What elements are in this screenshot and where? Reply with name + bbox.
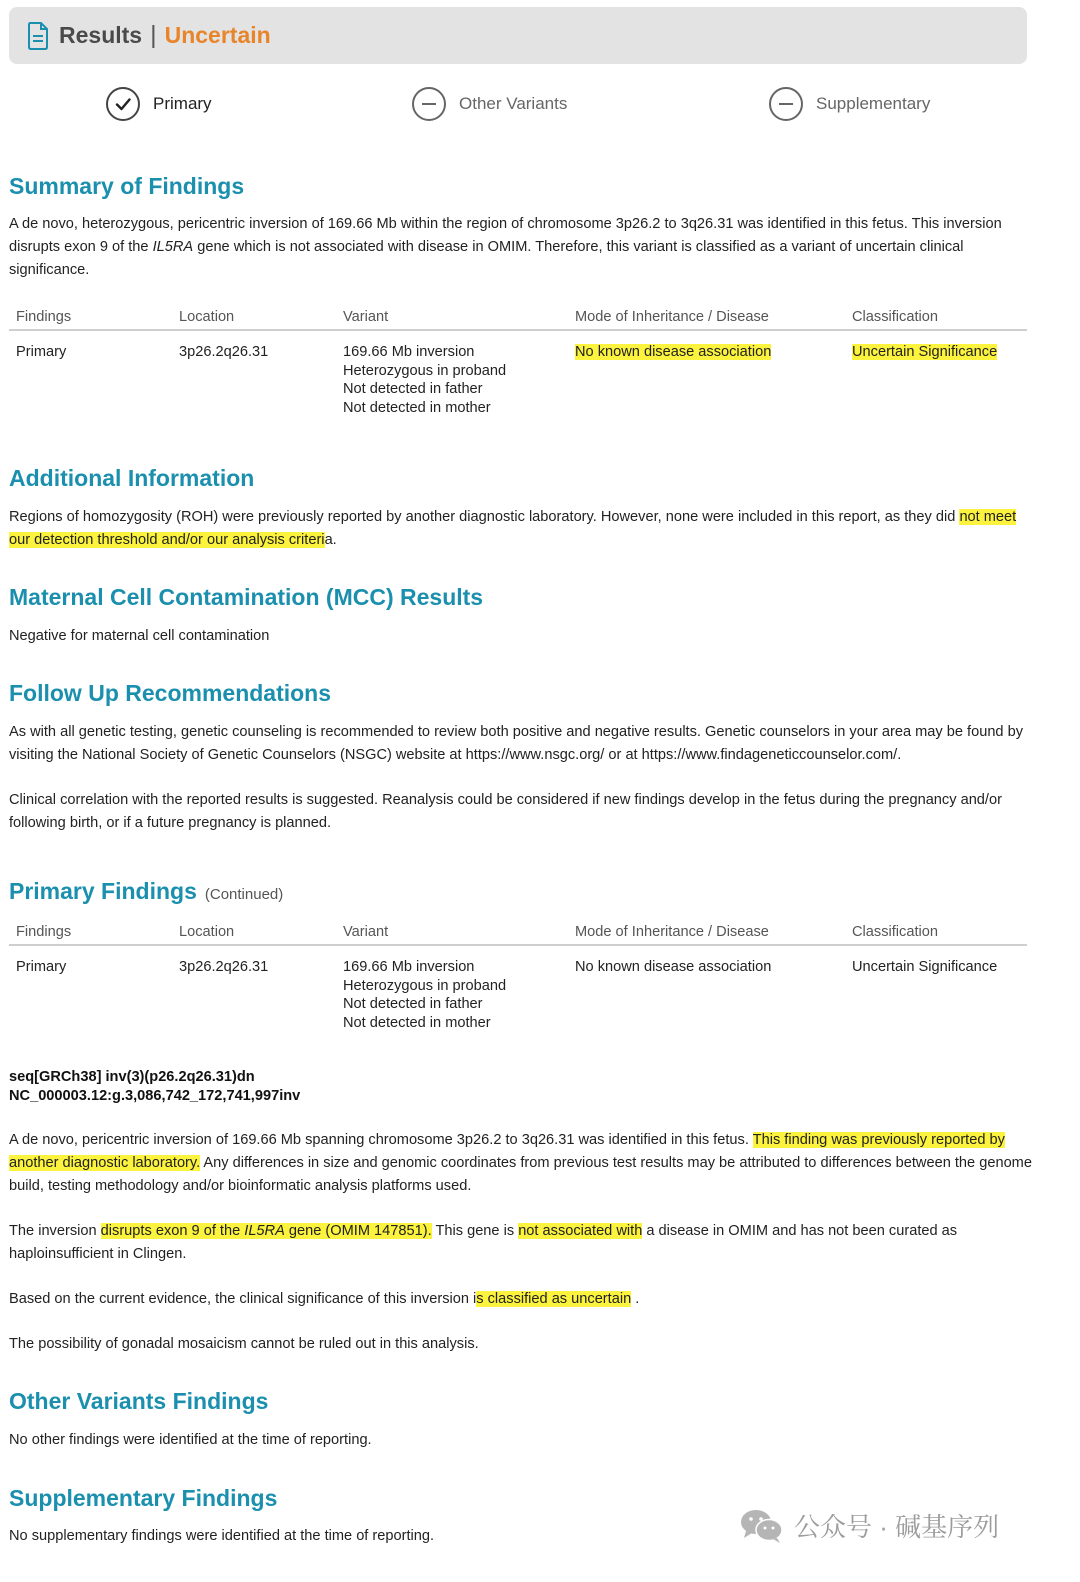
tab-other-variants-label: Other Variants — [459, 94, 568, 113]
table-row — [9, 331, 1027, 421]
highlighted-part: gene (OMIM 147851). — [284, 1223, 432, 1239]
variant-cell — [343, 343, 506, 417]
primary-findings-heading — [9, 878, 283, 905]
watermark — [740, 1507, 999, 1544]
highlighted-text: Uncertain Significance — [852, 344, 998, 360]
tab-primary[interactable] — [106, 86, 212, 122]
variant-line: Not detected in mother — [343, 1014, 491, 1031]
results-header — [9, 7, 1027, 64]
header-separator: | — [150, 21, 157, 49]
mcc-text: Negative for maternal cell contamination — [9, 628, 270, 644]
gene-name: IL5RA — [244, 1223, 285, 1239]
table-header — [9, 920, 1027, 946]
finding-cell: Primary — [16, 344, 67, 360]
column-header: Findings — [16, 924, 72, 940]
mcc-heading: Maternal Cell Contamination (MCC) Results — [9, 584, 484, 610]
classification-cell — [852, 343, 997, 362]
gene-name: IL5RA — [152, 239, 194, 255]
variant-line: Not detected in father — [343, 381, 483, 397]
watermark-text: 公众号 · 碱基序列 — [794, 1512, 1000, 1542]
findings-table — [9, 305, 1027, 421]
table-row — [9, 946, 1027, 1036]
header-title: Results — [59, 22, 143, 48]
variant-line: Not detected in mother — [343, 399, 491, 416]
paragraph-text: A de novo, pericentric inversion of 169.66 Mb spanning chromosome 3p26.2 to 3q26.31 was identified in this fetus. — [9, 1132, 753, 1148]
additional-text-part: Regions of homozygosity (ROH) were previously reported by another diagnostic laboratory. However, none were included in this report, as they did — [9, 509, 960, 525]
highlighted-text: not meet our detection threshold and/or our analysis criteri — [9, 509, 1017, 548]
paragraph-text: The inversion — [9, 1223, 101, 1239]
inheritance-cell: No known disease association — [575, 959, 772, 975]
other-variants-heading: Other Variants Findings — [9, 1388, 269, 1414]
iscn-nomenclature: seq[GRCh38] inv(3)(p26.2q26.31)dn — [9, 1069, 255, 1085]
paragraph-text: a disease in OMIM and has not been curated as haploinsufficient in Clingen. — [9, 1223, 958, 1262]
genomic-coordinates: NC_000003.12:g.3,086,742_172,741,997inv — [9, 1088, 301, 1104]
variant-line: Heterozygous in proband — [343, 362, 507, 379]
summary-text-part: A de novo, heterozygous, pericentric inversion of 169.66 Mb within the region of chromosome 3p26.2 to 3q26.31 was identified in this fetus. This inversion disrupts exon 9 of the — [9, 216, 1002, 255]
additional-info-heading: Additional Information — [9, 465, 255, 491]
follow-up-heading: Follow Up Recommendations — [9, 680, 332, 706]
variant-line: Heterozygous in proband — [343, 977, 507, 994]
summary-text — [9, 213, 1034, 282]
paragraph-text: Any differences in size and genomic coordinates from previous test results may be attributed to differences between the genome build, testing methodology and/or bioinformatic analysis platforms used. — [9, 1155, 1032, 1194]
summary-heading: Summary of Findings — [9, 173, 245, 199]
result-status: Uncertain — [164, 22, 271, 48]
hgvs-notation — [9, 1068, 300, 1106]
highlighted-part: disrupts exon 9 of the — [100, 1223, 245, 1239]
column-header: Variant — [343, 309, 389, 325]
column-header: Mode of Inheritance / Disease — [575, 309, 769, 325]
wechat-icon — [740, 1508, 784, 1544]
variant-line: 169.66 Mb inversion — [343, 959, 475, 975]
primary-paragraph-1 — [9, 1129, 1034, 1198]
minus-circle-icon — [412, 87, 446, 121]
primary-paragraph-2 — [9, 1220, 1034, 1266]
column-header: Variant — [343, 924, 389, 940]
primary-findings-title: Primary Findings — [9, 878, 197, 904]
additional-text-part: a. — [324, 532, 337, 548]
supplementary-heading: Supplementary Findings — [9, 1485, 278, 1511]
column-header: Classification — [852, 309, 938, 325]
additional-info-text — [9, 506, 1034, 552]
finding-cell: Primary — [16, 959, 67, 975]
highlighted-text: No known disease association — [575, 344, 772, 360]
other-variants-text: No other findings were identified at the time of reporting. — [9, 1432, 372, 1448]
tab-primary-label: Primary — [153, 94, 212, 113]
primary-paragraph-3 — [9, 1288, 1034, 1311]
document-icon — [27, 22, 49, 50]
column-header: Location — [179, 924, 235, 940]
classification-cell: Uncertain Significance — [852, 959, 998, 975]
section-tabs — [0, 86, 1080, 122]
tab-supplementary[interactable] — [769, 86, 930, 122]
follow-up-text-1: As with all genetic testing, genetic counseling is recommended to review both positive and negative results. Genetic counselors in your area may be found by visiting the National Society of Genetic Counselors (NSGC) website at https://www.nsgc.org/ or at https://www.findageneticcounselor.com/. — [9, 724, 1024, 763]
minus-circle-icon — [769, 87, 803, 121]
variant-line: Not detected in father — [343, 996, 483, 1012]
summary-text-part: gene which is not associated with disease in OMIM. Therefore, this variant is classified as a variant of uncertain clinical significance. — [9, 239, 964, 278]
check-circle-icon — [106, 87, 140, 121]
inheritance-cell — [575, 343, 771, 362]
primary-findings-table — [9, 920, 1027, 1036]
continued-label: (Continued) — [204, 886, 284, 903]
tab-supplementary-label: Supplementary — [816, 94, 931, 113]
variant-cell — [343, 958, 506, 1032]
highlighted-text: This finding was previously reported by another diagnostic laboratory. — [9, 1132, 1005, 1171]
highlighted-text — [101, 1223, 432, 1239]
table-header — [9, 305, 1027, 331]
location-cell: 3p26.2q26.31 — [179, 344, 269, 360]
primary-paragraph-4: The possibility of gonadal mosaicism cannot be ruled out in this analysis. — [9, 1336, 479, 1352]
column-header: Findings — [16, 309, 72, 325]
location-cell: 3p26.2q26.31 — [179, 959, 269, 975]
supplementary-text: No supplementary findings were identified at the time of reporting. — [9, 1528, 435, 1544]
follow-up-text-2: Clinical correlation with the reported results is suggested. Reanalysis could be considered if new findings develop in the fetus during the pregnancy and/or following birth, or if a future pregnancy is planned. — [9, 792, 1002, 831]
tab-other-variants[interactable] — [412, 86, 567, 122]
column-header: Classification — [852, 924, 938, 940]
highlighted-text: not associated with — [518, 1223, 643, 1239]
highlighted-text: s classified as uncertain — [476, 1291, 632, 1307]
column-header: Location — [179, 309, 235, 325]
paragraph-text: . — [631, 1291, 640, 1307]
paragraph-text: This gene is — [431, 1223, 519, 1239]
column-header: Mode of Inheritance / Disease — [575, 924, 769, 940]
paragraph-text: Based on the current evidence, the clinical significance of this inversion i — [9, 1291, 477, 1307]
variant-line: 169.66 Mb inversion — [343, 344, 475, 360]
